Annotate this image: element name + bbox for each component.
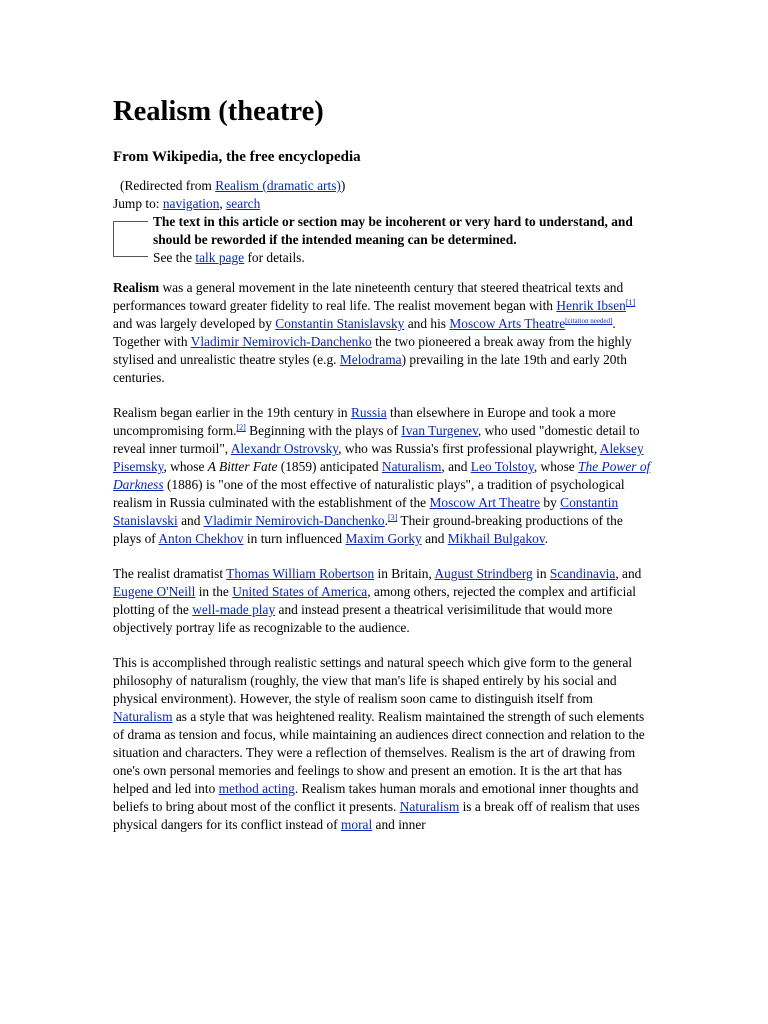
link-ivan-turgenev[interactable]: Ivan Turgenev [401, 423, 478, 438]
paragraph-1: Realism was a general movement in the late nineteenth century that steered theatrical texts and performances toward greater fidelity to real life. The realist movement began with Henrik Ibsen[1] and was largely developed by Constantin Stanislavsky and his Moscow Arts Theatre[citation needed]. Together with Vladimir Nemirovich-Danchenko the two pioneered a break away from the highly stylised and unrealistic theatre styles (e.g. Melodrama) prevailing in the late 19th and early 20th centuries. [113, 280, 636, 385]
link-naturalism-2[interactable]: Naturalism [113, 709, 173, 724]
link-melodrama[interactable]: Melodrama [339, 352, 402, 367]
paragraph-3: The realist dramatist Thomas William Robertson in Britain, August Strindberg in Scandinavia, and Eugene O'Neill in the United States of America, among others, rejected the complex and artificial plotting of the well-made play and instead present a theatrical verisimilitude that would more objectively portray life as recognizable to the audience. [113, 566, 642, 635]
notice-warning: The text in this article or section may be incoherent or very hard to understand, and should be reworded if the intended meaning can be determined. [153, 214, 633, 247]
link-leo-tolstoy[interactable]: Leo Tolstoy [470, 459, 534, 474]
redirect-note: (Redirected from Realism (dramatic arts)) [120, 178, 346, 193]
talk-page-link[interactable]: talk page [195, 250, 245, 265]
jump-navigation-link[interactable]: navigation [162, 196, 220, 211]
link-constantin-stanislavsky[interactable]: Constantin Stanislavsky [275, 316, 405, 331]
site-tagline: From Wikipedia, the free encyclopedia [113, 149, 361, 165]
article-meta [113, 177, 653, 213]
notice-see-line: See the talk page for details. [153, 250, 305, 265]
link-the-power-of-darkness[interactable]: The Power of Darkness [113, 459, 651, 492]
link-moscow-art-theatre[interactable]: Moscow Art Theatre [429, 495, 541, 510]
link-alexandr-ostrovsky[interactable]: Alexandr Ostrovsky [230, 441, 339, 456]
link-well-made-play[interactable]: well-made play [192, 602, 276, 617]
paragraph-4: This is accomplished through realistic settings and natural speech which give form to the general philosophy of naturalism (roughly, the view that man's life is shaped entirely by his social and physical environment). However, the style of realism soon came to distinguish itself from Naturalism as a style that was heightened reality. Realism maintained the strength of such elements of drama as tension and focus, while maintaining an audiences direct connection and relation to the situation and characters. They were a reflection of themselves. Realism is the art of drawing from one's own personal memories and feelings to show and present an emotion. It is the art that has helped and led into method acting. Realism takes human morals and emotional inner thoughts and beliefs to bring about most of the conflict it presents. Naturalism is a break off of realism that uses physical dangers for its conflict instead of moral and inner [113, 655, 645, 832]
link-aleksey-pisemsky[interactable]: Aleksey Pisemsky [113, 441, 644, 474]
link-scandinavia[interactable]: Scandinavia [549, 566, 616, 581]
link-constantin-stanislavski[interactable]: Constantin Stanislavski [113, 495, 619, 528]
link-method-acting[interactable]: method acting [218, 781, 295, 796]
jump-search-link[interactable]: search [226, 196, 261, 211]
page-title: Realism (theatre) [113, 96, 324, 127]
article [113, 94, 653, 834]
link-mikhail-bulgakov[interactable]: Mikhail Bulgakov [447, 531, 545, 546]
link-naturalism-3[interactable]: Naturalism [399, 799, 460, 814]
citation-needed[interactable]: [citation needed] [565, 317, 613, 325]
link-anton-chekhov[interactable]: Anton Chekhov [158, 531, 244, 546]
link-eugene-oneill[interactable]: Eugene O'Neill [113, 584, 196, 599]
citation-3[interactable]: [3] [387, 513, 398, 522]
citation-1[interactable]: [1] [625, 298, 636, 307]
paragraph-2: Realism began earlier in the 19th century in Russia than elsewhere in Europe and took a more uncompromising form.[2] Beginning with the plays of Ivan Turgenev, who used "domestic detail to reveal inner turmoil", Alexandr Ostrovsky, who was Russia's first professional playwright, Aleksey Pisemsky, whose A Bitter Fate (1859) anticipated Naturalism, and Leo Tolstoy, whose The Power of Darkness (1886) is "one of the most effective of naturalistic plays", a tradition of psychological realism in Russia culminated with the establishment of the Moscow Art Theatre by Constantin Stanislavski and Vladimir Nemirovich-Danchenko.[3] Their ground-breaking productions of the plays of Anton Chekhov in turn influenced Maxim Gorky and Mikhail Bulgakov. [113, 405, 651, 546]
link-moscow-arts-theatre[interactable]: Moscow Arts Theatre [449, 316, 566, 331]
link-moral[interactable]: moral [340, 817, 373, 832]
link-russia[interactable]: Russia [350, 405, 387, 420]
link-maxim-gorky[interactable]: Maxim Gorky [345, 531, 422, 546]
jump-to: Jump to: navigation, search [113, 196, 261, 211]
link-thomas-william-robertson[interactable]: Thomas William Robertson [226, 566, 375, 581]
link-united-states-of-america[interactable]: United States of America [232, 584, 368, 599]
link-august-strindberg[interactable]: August Strindberg [434, 566, 533, 581]
link-naturalism[interactable]: Naturalism [381, 459, 442, 474]
cleanup-notice [113, 213, 653, 267]
link-henrik-ibsen[interactable]: Henrik Ibsen [556, 298, 626, 313]
notice-image-icon [113, 221, 148, 257]
redirect-source-link[interactable]: Realism (dramatic arts) [215, 178, 341, 193]
link-vladimir-nemirovich-danchenko-2[interactable]: Vladimir Nemirovich-Danchenko [203, 513, 385, 528]
citation-2[interactable]: [2] [236, 423, 246, 432]
link-vladimir-nemirovich-danchenko[interactable]: Vladimir Nemirovich-Danchenko [190, 334, 372, 349]
